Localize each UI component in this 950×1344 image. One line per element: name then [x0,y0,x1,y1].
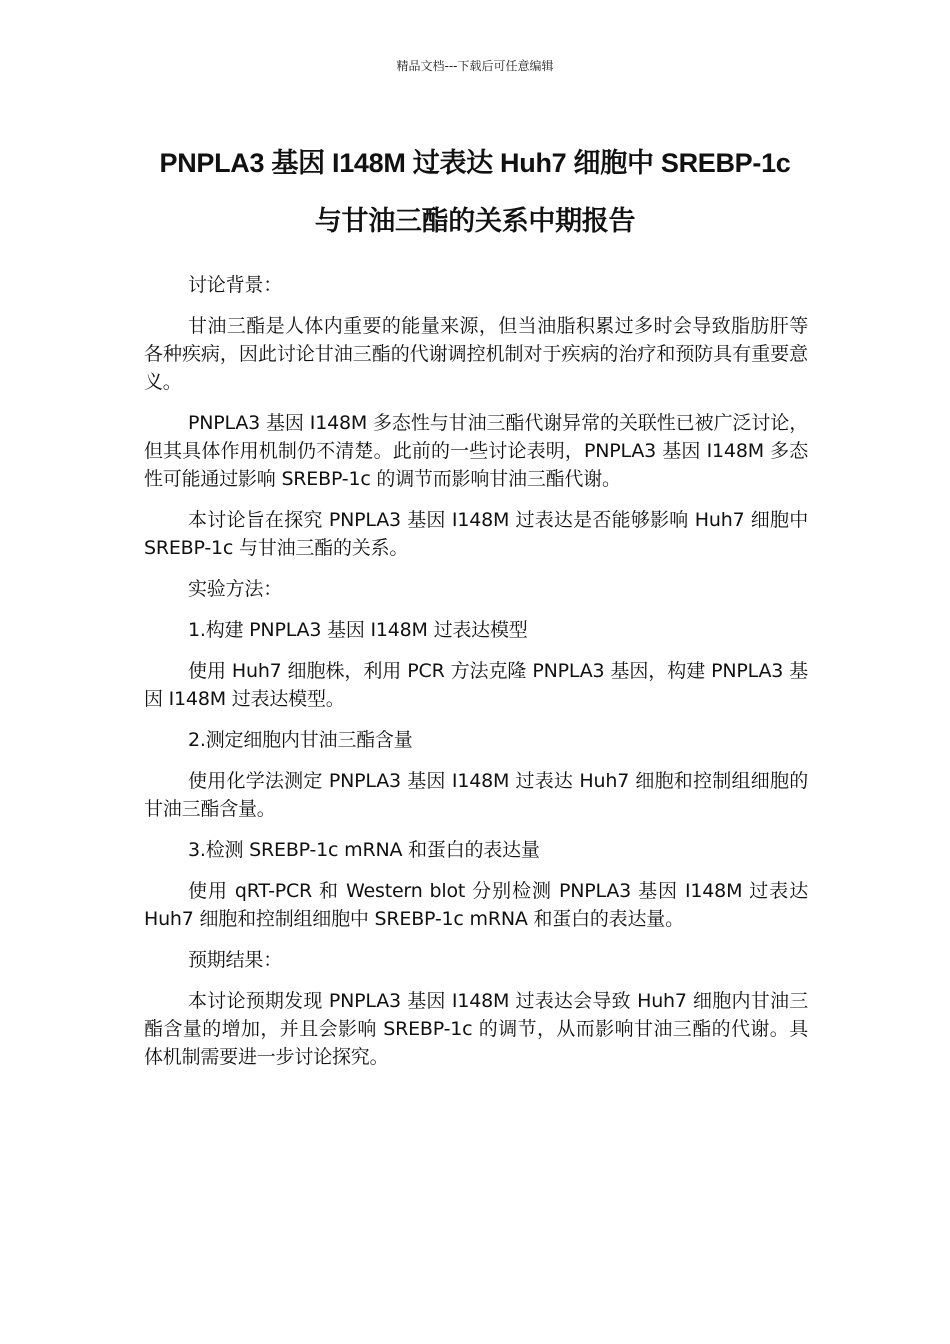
title-line-1: PNPLA3 基因 I148M 过表达 Huh7 细胞中 SREBP-1c [159,148,791,178]
title-line-2: 与甘油三酯的关系中期报告 [314,206,636,236]
section-heading-methods: 实验方法： [188,578,283,600]
method-step-2-text: 使用化学法测定 PNPLA3 基因 I148M 过表达 Huh7 细胞和控制组细胞的甘油三酯含量。 [144,770,808,820]
section-heading-expected-results: 预期结果： [188,949,283,971]
paragraph-expected-results: 本讨论预期发现 PNPLA3 基因 I148M 过表达会导致 Huh7 细胞内甘油三酯含量的增加，并且会影响 SREBP-1c 的调节，从而影响甘油三酯的代谢。具体机制需要进一步讨论探究。 [144,990,808,1068]
document-body [144,271,808,1084]
document-title [110,134,840,250]
paragraph-background-1: 甘油三酯是人体内重要的能量来源，但当油脂积累过多时会导致脂肪肝等各种疾病，因此讨论甘油三酯的代谢调控机制对于疾病的治疗和预防具有重要意义。 [144,315,808,393]
section-heading-background: 讨论背景： [188,274,283,296]
method-step-2-heading: 2.测定细胞内甘油三酯含量 [188,729,413,751]
paragraph-background-3: 本讨论旨在探究 PNPLA3 基因 I148M 过表达是否能够影响 Huh7 细胞中 SREBP-1c 与甘油三酯的关系。 [144,509,808,559]
method-step-3-text: 使用 qRT-PCR 和 Western blot 分别检测 PNPLA3 基因 I148M 过表达 Huh7 细胞和控制组细胞中 SREBP-1c mRNA 和蛋白的表达量。 [144,880,808,930]
page-header: 精品文档---下载后可任意编辑 [396,59,554,73]
paragraph-background-2: PNPLA3 基因 I148M 多态性与甘油三酯代谢异常的关联性已被广泛讨论，但其具体作用机制仍不清楚。此前的一些讨论表明，PNPLA3 基因 I148M 多态性可能通过影响 SREBP-1c 的调节而影响甘油三酯代谢。 [144,412,808,490]
method-step-1-text: 使用 Huh7 细胞株，利用 PCR 方法克隆 PNPLA3 基因，构建 PNPLA3 基因 I148M 过表达模型。 [144,660,808,710]
method-step-3-heading: 3.检测 SREBP-1c mRNA 和蛋白的表达量 [188,839,540,861]
method-step-1-heading: 1.构建 PNPLA3 基因 I148M 过表达模型 [188,619,528,641]
